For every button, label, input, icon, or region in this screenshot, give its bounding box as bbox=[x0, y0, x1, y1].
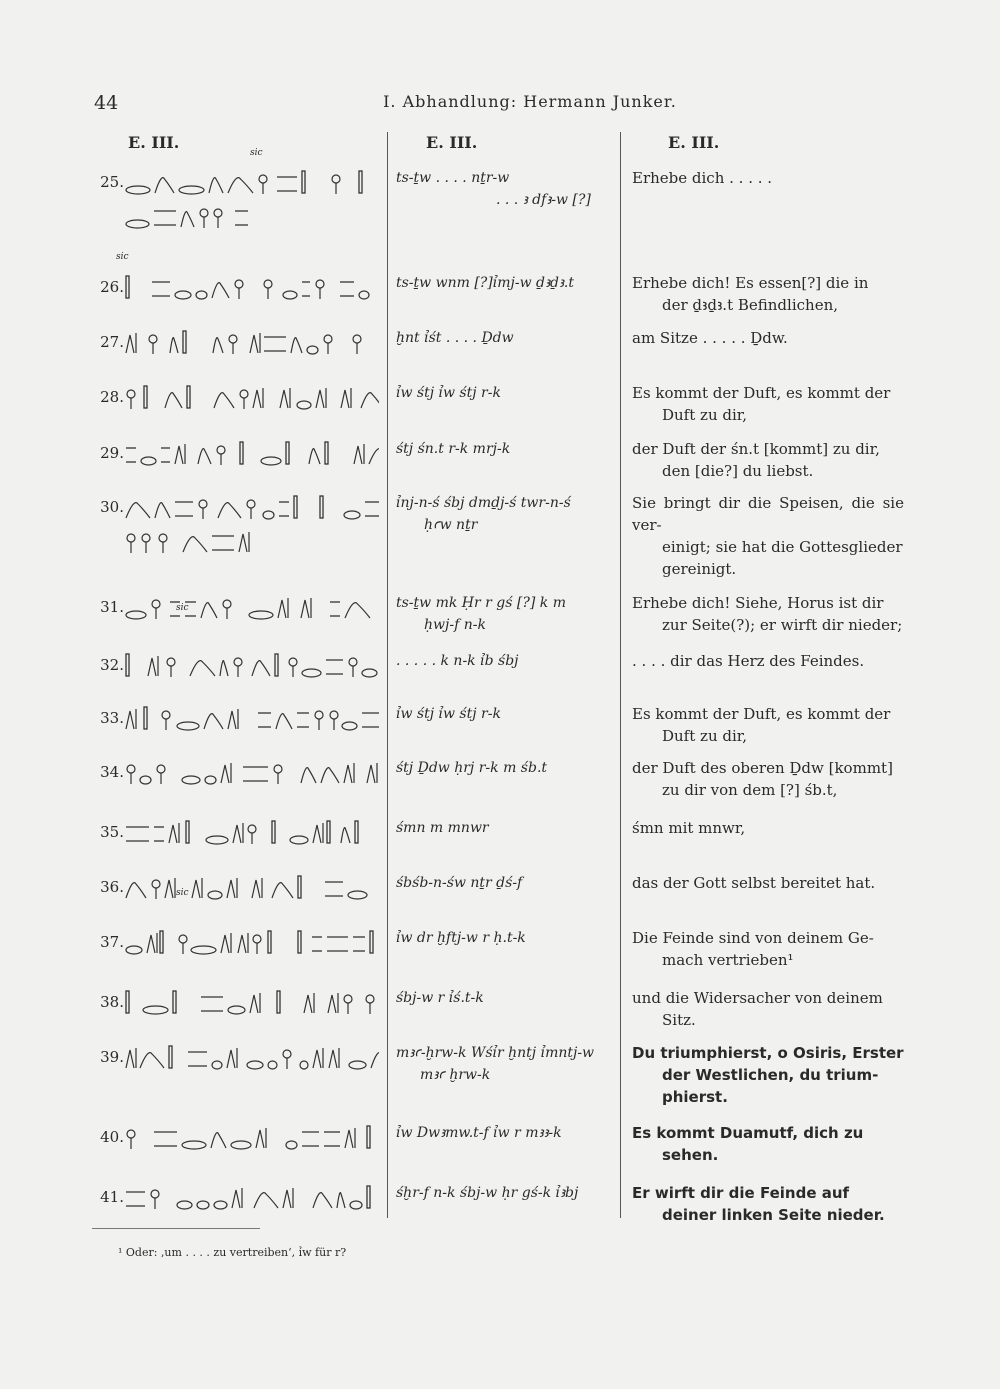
column-rule-right bbox=[620, 132, 621, 1218]
translation-line: Erhebe dich! Siehe, Horus ist dir bbox=[632, 594, 884, 612]
line-number: 31. bbox=[100, 598, 124, 616]
transliteration-line: ḫnt ỉśt . . . . Ḏdw bbox=[396, 330, 514, 346]
hieroglyph-line bbox=[124, 1120, 379, 1154]
hieroglyph-line bbox=[124, 985, 379, 1019]
translation-line: zur Seite(?); er wirft dir nieder; bbox=[662, 616, 903, 634]
sic-mark: sic bbox=[250, 148, 263, 158]
translation bbox=[632, 438, 904, 482]
transliteration-line: mꜣꜥ ḫrw-k bbox=[420, 1067, 491, 1083]
transliteration bbox=[396, 703, 618, 725]
hieroglyph-group bbox=[124, 755, 379, 789]
hieroglyph-line bbox=[124, 1180, 379, 1214]
hieroglyph-group bbox=[124, 270, 379, 304]
translation bbox=[632, 167, 904, 189]
transliteration-line: ḥwj-f n-k bbox=[424, 617, 486, 633]
transliteration bbox=[396, 1122, 618, 1144]
transliteration bbox=[396, 438, 618, 460]
transliteration bbox=[396, 1182, 618, 1204]
transliteration bbox=[396, 927, 618, 949]
translation-line: Die Feinde sind von deinem Ge- bbox=[632, 929, 874, 947]
line-number: 34. bbox=[100, 763, 124, 781]
column-header-hieroglyphs: E. III. bbox=[128, 133, 180, 152]
line-number: 41. bbox=[100, 1188, 124, 1206]
line-number: 30. bbox=[100, 498, 124, 516]
transliteration-line: . . . . . k n-k ỉb śbj bbox=[396, 653, 519, 669]
translation-line: am Sitze . . . . . Ḏdw. bbox=[632, 329, 788, 347]
hieroglyph-line bbox=[124, 436, 379, 470]
translation-line: Erhebe dich . . . . . bbox=[632, 169, 773, 187]
hieroglyph-group bbox=[124, 325, 379, 359]
translation-line: sehen. bbox=[662, 1146, 719, 1164]
line-number: 40. bbox=[100, 1128, 124, 1146]
translation-line: Sie bringt dir die Speisen, die sie ver- bbox=[632, 494, 904, 534]
translation-line: Es kommt der Duft, es kommt der bbox=[632, 384, 891, 402]
hieroglyph-group bbox=[124, 985, 379, 1019]
transliteration-line: ts-ṯw mk Ḥr r gś [?] k m bbox=[396, 595, 566, 611]
sic-mark: sic bbox=[176, 603, 189, 613]
transliteration-line: śbśb-n-św nṯr ḏś-f bbox=[396, 875, 523, 891]
footnote-rule bbox=[92, 1228, 260, 1229]
translation bbox=[632, 492, 904, 580]
hieroglyph-group bbox=[124, 815, 379, 849]
translation-line: den [die?] du liebst. bbox=[662, 462, 814, 480]
transliteration bbox=[396, 650, 618, 672]
hieroglyph-line bbox=[124, 815, 379, 849]
hieroglyph-line bbox=[124, 590, 379, 624]
line-number: 39. bbox=[100, 1048, 124, 1066]
transliteration-line: śḫr-f n-k śbj-w ḥr gś-k ỉꜣbj bbox=[396, 1185, 579, 1201]
transliteration-line: . . . ꜣ dfꜣ-w [?] bbox=[496, 192, 591, 208]
translation bbox=[632, 592, 904, 636]
translation-line: Duft zu dir, bbox=[662, 727, 748, 745]
translation-line: phierst. bbox=[662, 1088, 728, 1106]
translation-line: Du triumphierst, o Osiris, Erster bbox=[632, 1044, 904, 1062]
translation-line: gereinigt. bbox=[662, 560, 737, 578]
transliteration-line: ỉw dr ḫftj-w r ḥ.t-k bbox=[396, 930, 526, 946]
transliteration-line: śtj śn.t r-k mrj-k bbox=[396, 441, 511, 457]
column-header-transliteration: E. III. bbox=[426, 133, 478, 152]
hieroglyph-group bbox=[124, 1040, 379, 1074]
transliteration bbox=[396, 757, 618, 779]
translation-line: und die Widersacher von deinem bbox=[632, 989, 883, 1007]
column-header-translation: E. III. bbox=[668, 133, 720, 152]
translation-line: der Duft des oberen Ḏdw [kommt] bbox=[632, 759, 893, 777]
translation-line: der ḏꜣḏꜣ.t Befindlichen, bbox=[662, 296, 838, 314]
line-number: 28. bbox=[100, 388, 124, 406]
translation-line: Er wirft dir die Feinde auf bbox=[632, 1184, 850, 1202]
line-number: 27. bbox=[100, 333, 124, 351]
hieroglyph-group bbox=[124, 870, 379, 904]
translation-line: Erhebe dich! Es essen[?] die in bbox=[632, 274, 869, 292]
running-head: I. Abhandlung: Hermann Junker. bbox=[383, 92, 677, 111]
hieroglyph-group bbox=[124, 165, 379, 233]
translation-line: Duft zu dir, bbox=[662, 406, 748, 424]
transliteration-line: ts-ṯw wnm [?]ỉmj-w ḏꜣḏꜣ.t bbox=[396, 275, 574, 291]
hieroglyph-line bbox=[124, 1040, 379, 1074]
transliteration bbox=[396, 987, 618, 1009]
hieroglyph-group bbox=[124, 436, 379, 470]
line-number: 26. bbox=[100, 278, 124, 296]
hieroglyph-group bbox=[124, 1180, 379, 1214]
page-number: 44 bbox=[94, 92, 119, 114]
translation bbox=[632, 382, 904, 426]
sic-mark: sic bbox=[176, 888, 189, 898]
transliteration-line: ỉw śtj ỉw śtj r-k bbox=[396, 706, 501, 722]
transliteration-line: ỉnj-n-ś śbj dmḏj-ś twr-n-ś bbox=[396, 495, 571, 511]
line-number: 35. bbox=[100, 823, 124, 841]
transliteration-line: śmn m mnwr bbox=[396, 820, 489, 836]
transliteration bbox=[396, 167, 618, 211]
transliteration-line: śtj Ḏdw ḥrj r-k m śb.t bbox=[396, 760, 548, 776]
translation-line: einigt; sie hat die Gottesglieder bbox=[662, 538, 903, 556]
translation-line: der Westlichen, du trium- bbox=[662, 1066, 879, 1084]
hieroglyph-group bbox=[124, 490, 379, 558]
transliteration bbox=[396, 817, 618, 839]
hieroglyph-group bbox=[124, 925, 379, 959]
hieroglyph-group bbox=[124, 590, 379, 624]
transliteration-line: ỉw śtj ỉw śtj r-k bbox=[396, 385, 501, 401]
translation-line: mach vertrieben¹ bbox=[662, 951, 794, 969]
translation bbox=[632, 927, 904, 971]
transliteration bbox=[396, 872, 618, 894]
translation bbox=[632, 272, 904, 316]
translation-line: Es kommt Duamutf, dich zu bbox=[632, 1124, 864, 1142]
hieroglyph-line bbox=[124, 925, 379, 959]
hieroglyph-group bbox=[124, 380, 379, 414]
hieroglyph-line bbox=[124, 755, 379, 789]
column-rule-left bbox=[387, 132, 388, 1218]
transliteration-line: ỉw Dwꜣmw.t-f ỉw r mꜣꜣ-k bbox=[396, 1125, 562, 1141]
translation bbox=[632, 757, 904, 801]
translation-line: Sitz. bbox=[662, 1011, 696, 1029]
hieroglyph-line bbox=[124, 325, 379, 359]
hieroglyph-group bbox=[124, 648, 379, 682]
hieroglyph-line bbox=[124, 701, 379, 735]
line-number: 38. bbox=[100, 993, 124, 1011]
translation-line: Es kommt der Duft, es kommt der bbox=[632, 705, 891, 723]
transliteration bbox=[396, 382, 618, 404]
transliteration-line: ḥꜥw nṯr bbox=[424, 517, 478, 533]
transliteration-line: mꜣꜥ-ḫrw-k Wśỉr ḫntj ỉmntj-w bbox=[396, 1045, 595, 1061]
transliteration bbox=[396, 592, 618, 636]
translation bbox=[632, 817, 904, 839]
translation bbox=[632, 1042, 904, 1108]
translation bbox=[632, 650, 904, 672]
footnote: ¹ Oder: ‚um . . . . zu vertreiben‘, ỉw für r? bbox=[118, 1246, 347, 1259]
line-number: 25. bbox=[100, 173, 124, 191]
translation bbox=[632, 1182, 904, 1226]
transliteration bbox=[396, 272, 618, 294]
line-number: 33. bbox=[100, 709, 124, 727]
hieroglyph-line bbox=[124, 380, 379, 414]
transliteration-line: ts-ṯw . . . . nṯr-w bbox=[396, 170, 510, 186]
hieroglyph-line bbox=[124, 648, 379, 682]
hieroglyph-line bbox=[124, 165, 379, 233]
line-number: 32. bbox=[100, 656, 124, 674]
translation-line: der Duft der śn.t [kommt] zu dir, bbox=[632, 440, 880, 458]
line-number: 37. bbox=[100, 933, 124, 951]
hieroglyph-line bbox=[124, 490, 379, 558]
translation bbox=[632, 1122, 904, 1166]
translation bbox=[632, 987, 904, 1031]
translation bbox=[632, 872, 904, 894]
hieroglyph-group bbox=[124, 701, 379, 735]
transliteration-line: śbj-w r ỉś.t-k bbox=[396, 990, 484, 1006]
translation bbox=[632, 327, 904, 349]
hieroglyph-line bbox=[124, 870, 379, 904]
line-number: 29. bbox=[100, 444, 124, 462]
translation-line: zu dir von dem [?] śb.t, bbox=[662, 781, 838, 799]
translation-line: śmn mit mnwr, bbox=[632, 819, 746, 837]
transliteration bbox=[396, 327, 618, 349]
translation bbox=[632, 703, 904, 747]
translation-line: deiner linken Seite nieder. bbox=[662, 1206, 885, 1224]
transliteration bbox=[396, 1042, 618, 1086]
translation-line: . . . . dir das Herz des Feindes. bbox=[632, 652, 865, 670]
line-number: 36. bbox=[100, 878, 124, 896]
transliteration bbox=[396, 492, 618, 536]
hieroglyph-line bbox=[124, 270, 379, 304]
hieroglyph-group bbox=[124, 1120, 379, 1154]
translation-line: das der Gott selbst bereitet hat. bbox=[632, 874, 876, 892]
sic-mark: sic bbox=[116, 252, 129, 262]
